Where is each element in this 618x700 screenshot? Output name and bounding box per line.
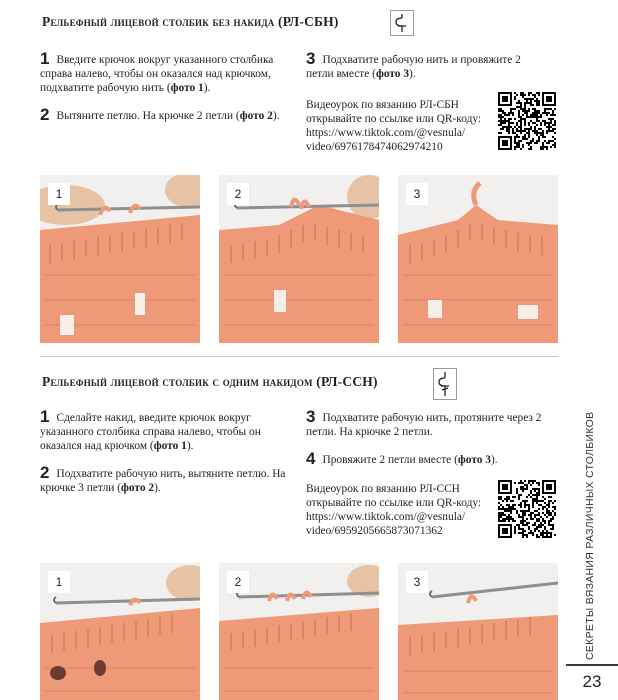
sidebar-rule	[566, 664, 618, 666]
section1-photo-1	[40, 175, 200, 343]
photo-label: 3	[406, 571, 428, 593]
page-number: 23	[582, 672, 602, 691]
section1-qr-code[interactable]	[498, 92, 556, 154]
section2-qr-code[interactable]	[498, 480, 556, 542]
section-divider	[40, 356, 558, 357]
section1-title: Рельефный лицевой столбик без накида (РЛ-СБН)	[42, 14, 339, 29]
section2-step-4: 4 Провяжите 2 петли вместе (фото 3).	[306, 449, 498, 468]
section1-photo-3	[398, 175, 558, 343]
sidebar-chapter-title: СЕКРЕТЫ ВЯЗАНИЯ РАЗЛИЧНЫХ СТОЛБИКОВ	[584, 411, 596, 660]
section2-photo-3	[398, 563, 558, 700]
section2-step-3: 3 Подхватите рабочую нить, протяните через 2 петли. На крючке 2 петли.	[306, 407, 542, 438]
section1-photo-2	[219, 175, 379, 343]
photo-label: 2	[227, 183, 249, 205]
section2-photo-1	[40, 563, 200, 700]
relief-dc-front-symbol-icon	[433, 368, 457, 400]
section1-step-1: 1 Введите крючок вокруг указанного столбика справа налево, чтобы он оказался над крючком, подхватите рабочую нить (фото 1).	[40, 49, 274, 94]
photo-label: 1	[48, 183, 70, 205]
relief-sc-front-symbol-icon	[390, 10, 414, 36]
section2-video-link[interactable]: Видеоурок по вязанию РЛ-ССН открывайте по ссылке или QR-коду: https://www.tiktok.com/@vesnula/ video/6959205665873071362	[306, 483, 482, 537]
section1-step-3: 3 Подхватите рабочую нить и провяжите 2 петли вместе (фото 3).	[306, 49, 521, 80]
photo-label: 3	[406, 183, 428, 205]
section1-video-link[interactable]: Видеоурок по вязанию РЛ-СБН открывайте по ссылке или QR-коду: https://www.tiktok.com/@vesnula/ video/6976178474062974210	[306, 99, 482, 153]
section2-photo-2	[219, 563, 379, 700]
photo-label: 2	[227, 571, 249, 593]
section2-title: Рельефный лицевой столбик с одним накидом (РЛ-ССН)	[42, 374, 378, 389]
photo-label: 1	[48, 571, 70, 593]
section2-step-2: 2 Подхватите рабочую нить, вытяните петлю. На крючке 3 петли (фото 2).	[40, 463, 286, 494]
section2-step-1: 1 Сделайте накид, введите крючок вокруг указанного столбика справа налево, чтобы он оказался над крючком (фото 1).	[40, 407, 261, 452]
section1-step-2: 2 Вытяните петлю. На крючке 2 петли (фото 2).	[40, 105, 280, 124]
